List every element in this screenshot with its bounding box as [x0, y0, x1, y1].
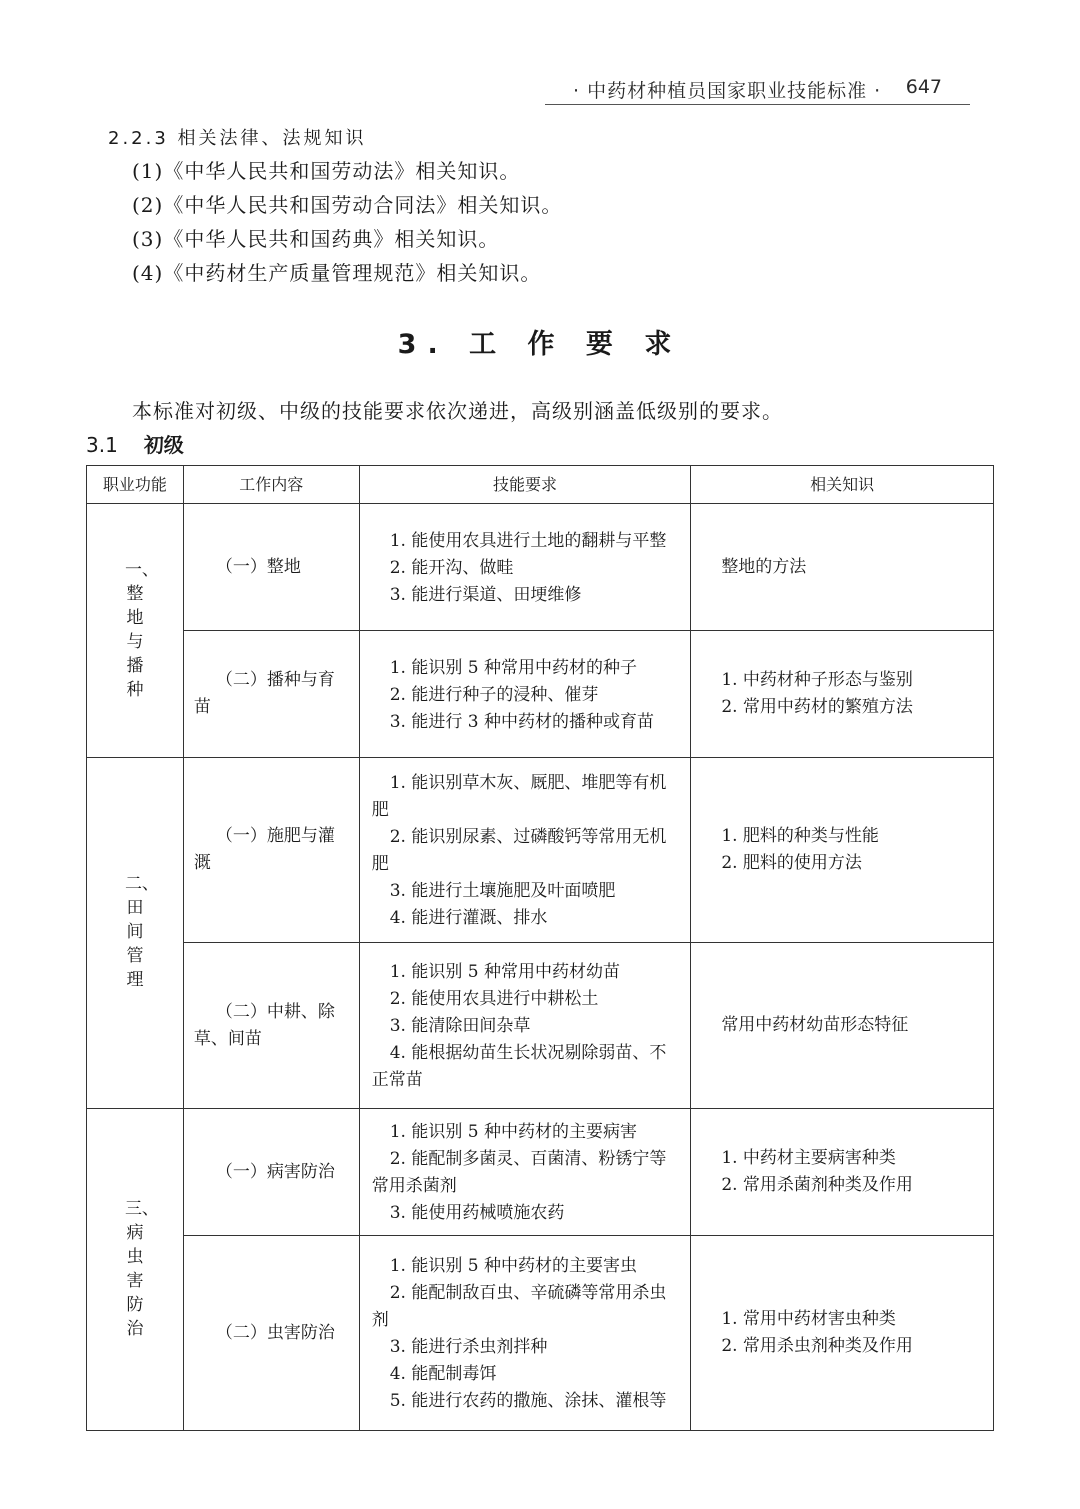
knowledge-cell	[691, 758, 994, 943]
column-header: 相关知识	[691, 466, 994, 504]
knowledge-item: 2. 常用杀虫剂种类及作用	[721, 1336, 913, 1356]
level-name: 初级	[143, 433, 184, 457]
skill-item: 3. 能进行土壤施肥及叶面喷肥	[389, 881, 616, 901]
law-item: (1)《中华人民共和国劳动法》相关知识。	[132, 159, 521, 183]
table-row	[87, 1236, 994, 1431]
skill-item: 5. 能进行农药的撒施、涂抹、灌根等	[389, 1391, 667, 1411]
skills-table	[86, 465, 994, 1431]
work-content: （一）病害防治	[215, 1161, 335, 1182]
law-item: (3)《中华人民共和国药典》相关知识。	[132, 227, 500, 251]
work-content: （一）施肥与灌溉	[193, 826, 335, 873]
column-header: 职业功能	[87, 466, 184, 504]
function-cell	[87, 1109, 184, 1431]
skill-item: 4. 能配制毒饵	[389, 1364, 497, 1384]
skill-item: 2. 能使用农具进行中耕松土	[389, 989, 599, 1009]
skill-item: 3. 能进行杀虫剂拌种	[389, 1337, 548, 1357]
skill-item: 4. 能进行灌溉、排水	[389, 908, 548, 928]
function-name: 三、病虫害防治	[124, 1198, 159, 1339]
knowledge-item: 2. 肥料的使用方法	[721, 853, 862, 873]
skill-item: 1. 能识别 5 种常用中药材幼苗	[389, 962, 620, 982]
knowledge-cell	[691, 943, 994, 1109]
knowledge-cell	[691, 631, 994, 758]
level-number: 3.1	[86, 433, 118, 457]
skill-item: 2. 能开沟、做畦	[389, 557, 514, 578]
intro-paragraph: 本标准对初级、中级的技能要求依次递进，高级别涵盖低级别的要求。	[132, 399, 783, 423]
function-name: 一、整地与播种	[124, 559, 159, 700]
function-cell	[87, 504, 184, 758]
work-content: （二）虫害防治	[215, 1322, 335, 1343]
work-content-cell	[183, 943, 359, 1109]
knowledge-item: 1. 中药材主要病害种类	[721, 1148, 896, 1168]
skill-item: 1. 能识别草木灰、厩肥、堆肥等有机肥	[371, 773, 667, 820]
level-heading	[86, 429, 184, 458]
skill-item: 3. 能清除田间杂草	[389, 1016, 531, 1036]
skill-cell	[359, 631, 691, 758]
table-row	[87, 758, 994, 943]
knowledge-cell	[691, 1109, 994, 1236]
knowledge-cell	[691, 504, 994, 631]
skill-cell	[359, 1109, 691, 1236]
law-item: (2)《中华人民共和国劳动合同法》相关知识。	[132, 193, 563, 217]
skill-cell	[359, 758, 691, 943]
knowledge-cell	[691, 1236, 994, 1431]
skill-item: 1. 能识别 5 种中药材的主要病害	[389, 1122, 637, 1142]
skill-item: 2. 能识别尿素、过磷酸钙等常用无机肥	[371, 827, 667, 874]
table-row	[87, 631, 994, 758]
skill-item: 3. 能使用药械喷施农药	[389, 1203, 565, 1223]
skill-item: 2. 能进行种子的浸种、催芽	[389, 684, 599, 705]
table-row	[87, 943, 994, 1109]
knowledge-item: 1. 常用中药材害虫种类	[721, 1309, 896, 1329]
work-content: （二）播种与育苗	[193, 670, 335, 717]
work-content-cell	[183, 1236, 359, 1431]
running-title: · 中药材种植员国家职业技能标准 ·	[573, 80, 882, 102]
work-content-cell	[183, 758, 359, 943]
skill-item: 3. 能进行 3 种中药材的播种或育苗	[389, 711, 654, 732]
work-content: （一）整地	[215, 556, 301, 577]
work-content-cell	[183, 504, 359, 631]
knowledge-item: 2. 常用杀菌剂种类及作用	[721, 1175, 913, 1195]
work-content-cell	[183, 1109, 359, 1236]
function-name: 二、田间管理	[124, 874, 159, 990]
work-content-cell	[183, 631, 359, 758]
law-item: (4)《中药材生产质量管理规范》相关知识。	[132, 261, 542, 285]
table-header-row	[87, 466, 994, 504]
knowledge-item: 1. 中药材种子形态与鉴别	[721, 670, 913, 690]
section-heading-2-2-3: 2.2.3 相关法律、法规知识	[108, 128, 367, 149]
work-content: （二）中耕、除草、间苗	[193, 1001, 335, 1049]
skill-item: 1. 能识别 5 种常用中药材的种子	[389, 657, 637, 678]
skill-item: 1. 能识别 5 种中药材的主要害虫	[389, 1256, 637, 1276]
table-row	[87, 1109, 994, 1236]
skill-item: 1. 能使用农具进行土地的翻耕与平整	[389, 530, 667, 551]
skill-cell	[359, 504, 691, 631]
skill-cell	[359, 943, 691, 1109]
knowledge-item: 常用中药材幼苗形态特征	[721, 1015, 909, 1035]
knowledge-item: 2. 常用中药材的繁殖方法	[721, 697, 913, 717]
running-header	[545, 72, 970, 105]
column-header: 工作内容	[183, 466, 359, 504]
skill-cell	[359, 1236, 691, 1431]
chapter-title: 3. 工 作 要 求	[397, 329, 683, 360]
knowledge-item: 1. 肥料的种类与性能	[721, 826, 879, 846]
column-header: 技能要求	[359, 466, 691, 504]
table-row	[87, 504, 994, 631]
page-number: 647	[905, 76, 942, 98]
skill-item: 3. 能进行渠道、田埂维修	[389, 584, 582, 605]
function-cell	[87, 758, 184, 1109]
skill-item: 2. 能配制敌百虫、辛硫磷等常用杀虫剂	[371, 1283, 667, 1330]
knowledge-item: 整地的方法	[721, 556, 807, 577]
skill-item: 2. 能配制多菌灵、百菌清、粉锈宁等常用杀菌剂	[371, 1149, 667, 1196]
skill-item: 4. 能根据幼苗生长状况剔除弱苗、不正常苗	[371, 1043, 667, 1090]
